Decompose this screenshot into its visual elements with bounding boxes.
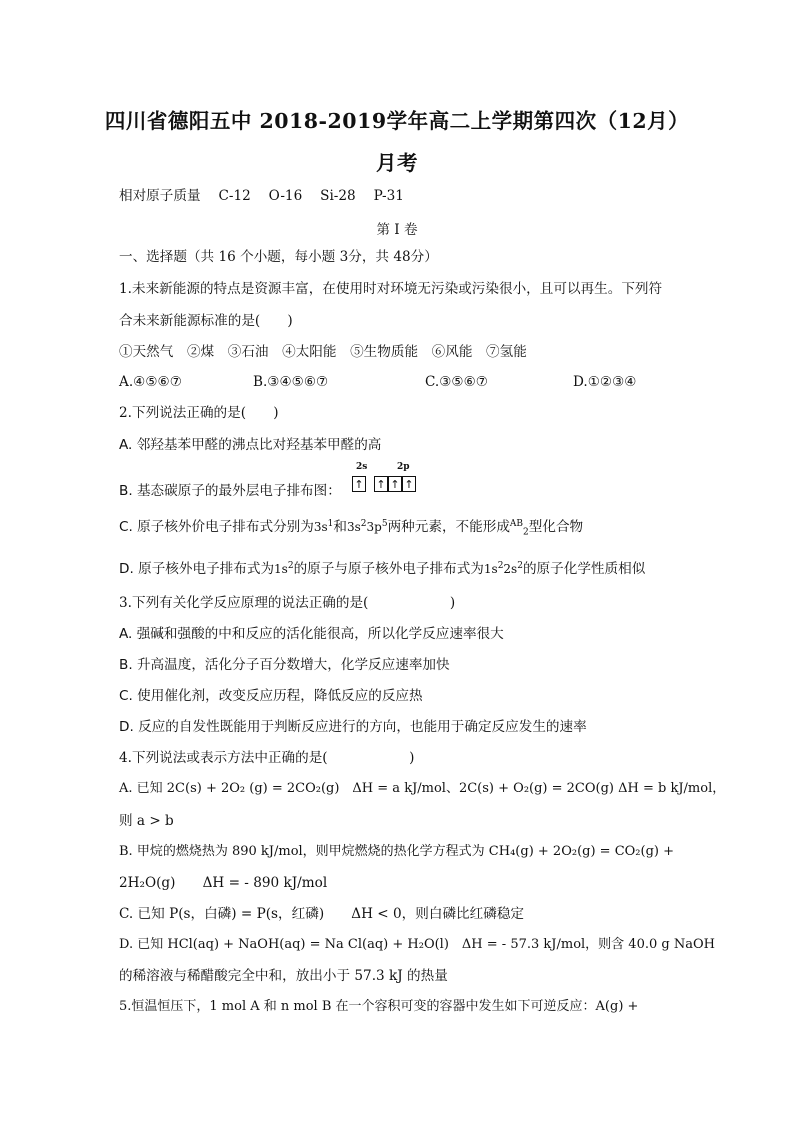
q2-option-a: A. 邻羟基苯甲醛的沸点比对羟基苯甲醛的高 — [119, 437, 382, 453]
q4-option-d-line2: 的稀溶液与稀醋酸完全中和，放出小于 57.3 kJ 的热量 — [119, 968, 448, 984]
q2-option-c: C. 原子核外价电子排布式分别为$3s^1$和$3s^23p^5$两种元素，不能形成$^{AB}_2$型化合物 — [119, 519, 584, 538]
formula-3s1: $3s^1$ — [313, 519, 334, 534]
volume-label: 第 I 卷 — [376, 222, 418, 238]
q3-stem: 3.下列有关化学反应原理的说法正确的是( ) — [119, 595, 456, 611]
spin-up-arrow-icon: ↑ — [404, 477, 414, 491]
q3-option-b: B. 升高温度，活化分子百分数增大，化学反应速率加快 — [119, 657, 450, 673]
formula-3s2-3p5: $3s^23p^5$ — [346, 519, 388, 534]
q1-items: ①天然气 ②煤 ③石油 ④太阳能 ⑤生物质能 ⑥风能 ⑦氢能 — [119, 344, 527, 360]
orbital-2p-label: 2p — [397, 462, 410, 472]
q4-stem: 4.下列说法或表示方法中正确的是( ) — [119, 750, 415, 766]
spin-up-arrow-icon: ↑ — [376, 477, 386, 491]
q4-option-b-line1: B. 甲烷的燃烧热为 890 kJ/mol，则甲烷燃烧的热化学方程式为 CH₄(g) + 2O₂(g) = CO₂(g) + — [119, 844, 674, 859]
q2-stem: 2.下列说法正确的是( ) — [119, 405, 279, 421]
orbital-2p-box-2 — [388, 476, 402, 492]
exam-title: 四川省德阳五中 2018-2019学年高二上学期第四次（12月） — [104, 109, 690, 133]
q4-option-b-line2: 2H₂O(g) ΔH = - 890 kJ/mol — [119, 875, 328, 891]
orbital-2p-box-3 — [402, 476, 416, 492]
atomic-masses: 相对原子质量 C-12 O-16 Si-28 P-31 — [119, 188, 404, 204]
q5-stem-line1: 5.恒温恒压下，1 mol A 和 n mol B 在一个容积可变的容器中发生如下可逆反应：A(g) + — [119, 999, 639, 1014]
exam-title-continued: 月考 — [376, 151, 418, 175]
formula-ab2: $^{AB}_2$ — [509, 519, 529, 538]
q4-option-a-line1: A. 已知 2C(s) + 2O₂ (g) = 2CO₂(g) ΔH = a kJ/mol、2C(s) + O₂(g) = 2CO(g) ΔH = b kJ/mol， — [119, 781, 726, 796]
formula-1s2-2s2: $1s^22s^2$ — [483, 561, 523, 576]
q3-option-d: D. 反应的自发性既能用于判断反应进行的方向，也能用于确定反应发生的速率 — [119, 719, 587, 735]
orbital-2s-box — [352, 476, 366, 492]
q1-option-d: D.①②③④ — [573, 374, 637, 390]
q1-option-a: A.④⑤⑥⑦ — [119, 374, 182, 390]
q4-option-d-line1: D. 已知 HCl(aq) + NaOH(aq) = Na Cl(aq) + H₂O(l) ΔH = - 57.3 kJ/mol，则含 40.0 g NaOH — [119, 937, 715, 952]
q1-option-b: B.③④⑤⑥⑦ — [253, 374, 329, 390]
spin-up-arrow-icon: ↑ — [354, 477, 364, 491]
q3-option-a: A. 强碱和强酸的中和反应的活化能很高，所以化学反应速率很大 — [119, 626, 504, 642]
q4-option-a-line2: 则 a > b — [119, 813, 174, 829]
q2-option-d: D. 原子核外电子排布式为$1s^2$的原子与原子核外电子排布式为$1s^22s^2$的原子化学性质相似 — [119, 561, 646, 577]
q1-stem-line1: 1.未来新能源的特点是资源丰富，在使用时对环境无污染或污染很小，且可以再生。下列符 — [119, 281, 663, 297]
orbital-2s-label: 2s — [356, 462, 368, 472]
q3-option-c: C. 使用催化剂，改变反应历程，降低反应的反应热 — [119, 688, 423, 704]
q4-option-c: C. 已知 P(s，白磷) = P(s，红磷) ΔH < 0，则白磷比红磷稳定 — [119, 906, 525, 922]
q1-stem-line2: 合未来新能源标准的是( ) — [119, 313, 293, 329]
orbital-2p-box-1 — [374, 476, 388, 492]
formula-1s2: $1s^2$ — [274, 561, 294, 576]
q1-option-c: C.③⑤⑥⑦ — [425, 374, 488, 390]
q2-option-b: B. 基态碳原子的最外层电子排布图： — [119, 483, 341, 499]
spin-up-arrow-icon: ↑ — [390, 477, 400, 491]
section-heading: 一、选择题（共 16 个小题，每小题 3分，共 48分） — [119, 249, 438, 265]
